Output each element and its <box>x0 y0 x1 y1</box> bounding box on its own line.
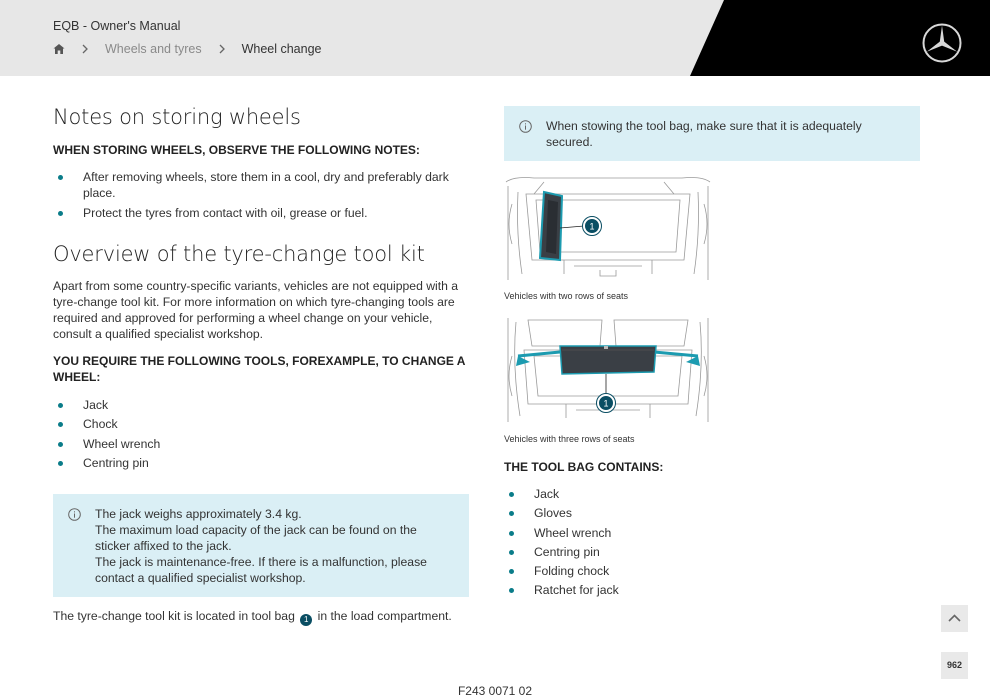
tool-bag-contents-list <box>504 486 619 598</box>
breadcrumb <box>53 42 322 56</box>
list-item: Folding chock <box>504 563 619 579</box>
scroll-to-top-button[interactable] <box>941 605 968 632</box>
bullet-icon <box>509 531 514 536</box>
storing-notes-list <box>53 169 463 221</box>
tool-kit-location: The tyre-change tool kit is located in tool bag 1 in the load compartment. <box>53 609 452 624</box>
bullet-icon <box>58 211 63 216</box>
bullet-icon <box>509 511 514 516</box>
chevron-up-icon <box>941 605 968 632</box>
tools-subheading: YOU REQUIRE THE FOLLOWING TOOLS, FOREXAMPLE, TO CHANGE A WHEEL: <box>53 354 466 384</box>
list-item: After removing wheels, store them in a cool, dry and preferably dark place. <box>53 169 463 201</box>
chevron-right-icon <box>218 44 226 54</box>
list-item: Wheel wrench <box>53 436 160 452</box>
section-title-tool-kit: Overview of the tyre-change tool kit <box>53 242 425 266</box>
list-item: Centring pin <box>504 544 619 560</box>
tool-bag-heading: THE TOOL BAG CONTAINS: <box>504 460 664 474</box>
figure-caption-three-rows: Vehicles with three rows of seats <box>504 434 635 444</box>
list-item: Centring pin <box>53 455 160 471</box>
bullet-icon <box>58 175 63 180</box>
chevron-right-icon <box>81 44 89 54</box>
jack-info-box <box>53 494 469 597</box>
section-title-storing-wheels: Notes on storing wheels <box>53 105 301 129</box>
figure-two-rows-tool-bag <box>504 174 712 282</box>
tool-kit-intro: Apart from some country-specific variants, vehicles are not equipped with a tyre-change tool kit. For more information on which tyre-changing tools are required and approved for performing a wheel change on your vehicle, consult a qualified specialist workshop. <box>53 279 459 341</box>
figure-callout-badge: 1 <box>603 398 609 409</box>
storing-subheading: WHEN STORING WHEELS, OBSERVE THE FOLLOWING NOTES: <box>53 143 420 157</box>
list-item: Ratchet for jack <box>504 582 619 598</box>
bullet-icon <box>509 569 514 574</box>
page-header <box>0 0 990 76</box>
figure-callout-badge: 1 <box>589 221 595 232</box>
required-tools-list <box>53 397 160 471</box>
info-icon <box>68 508 81 521</box>
figure-three-rows-tool-bag <box>504 316 712 424</box>
bullet-icon <box>509 588 514 593</box>
list-item: Jack <box>504 486 619 502</box>
footer-reference-code: F243 0071 02 <box>457 684 533 698</box>
stowing-info-text: When stowing the tool bag, make sure that it is adequately secured. <box>546 119 862 149</box>
bullet-icon <box>58 403 63 408</box>
list-item: Chock <box>53 416 160 432</box>
bullet-icon <box>58 422 63 427</box>
info-icon <box>519 120 532 133</box>
breadcrumb-current: Wheel change <box>241 42 322 56</box>
bullet-icon <box>509 492 514 497</box>
stowing-info-box <box>504 106 920 161</box>
page-number-button[interactable]: 962 <box>941 652 968 679</box>
bullet-icon <box>58 461 63 466</box>
list-item: Wheel wrench <box>504 525 619 541</box>
home-icon[interactable] <box>53 43 65 55</box>
bullet-icon <box>509 550 514 555</box>
mercedes-star-logo-icon <box>921 22 963 64</box>
list-item: Protect the tyres from contact with oil, grease or fuel. <box>53 205 463 221</box>
callout-badge: 1 <box>300 614 312 626</box>
breadcrumb-link-wheels-and-tyres[interactable]: Wheels and tyres <box>105 42 202 56</box>
list-item: Gloves <box>504 505 619 521</box>
jack-info-text: The jack weighs approximately 3.4 kg. The maximum load capacity of the jack can be found on the sticker affixed to the jack. The jack is maintenance-free. If there is a malfunction, please contact a qualified specialist workshop. <box>95 507 427 585</box>
list-item: Jack <box>53 397 160 413</box>
bullet-icon <box>58 442 63 447</box>
document-title: EQB - Owner's Manual <box>53 19 181 33</box>
figure-caption-two-rows: Vehicles with two rows of seats <box>504 291 629 301</box>
